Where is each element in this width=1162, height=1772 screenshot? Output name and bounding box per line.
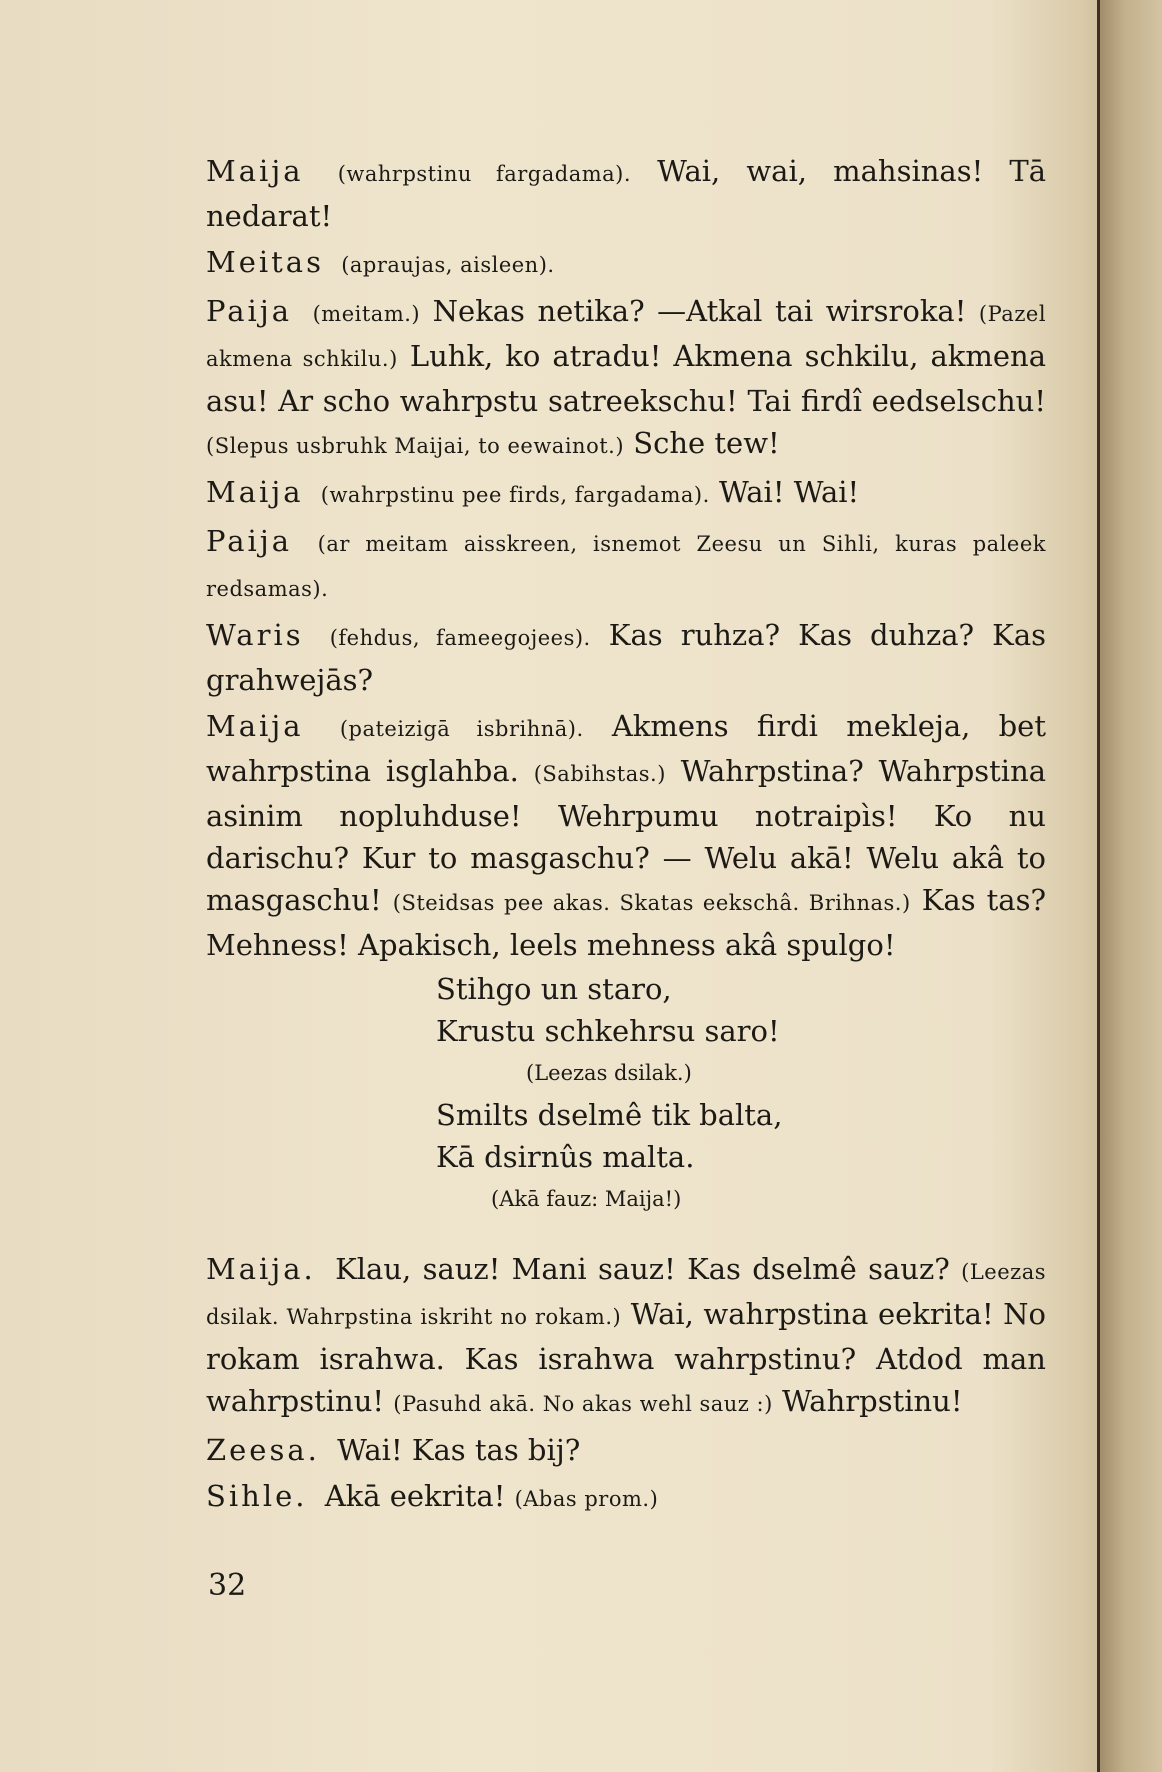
dialogue: Wai, wai, mahsinas! Tā nedarat!	[206, 154, 1046, 233]
dialogue: Kas tas? Mehness! Apakisch, leels mehness akâ spulgo!	[206, 883, 1047, 962]
stage-direction: (Leezas dsilak.)	[526, 1061, 692, 1085]
stage-direction: (Pazel akmena schkilu.)	[206, 302, 1047, 371]
paragraph	[206, 705, 1046, 966]
paragraph	[206, 1475, 1046, 1520]
paragraph	[206, 241, 1046, 286]
stage-direction: (fehdus, fameegojees).	[329, 626, 591, 650]
speaker-name: Maija.	[206, 1252, 316, 1286]
paragraph	[206, 520, 1046, 610]
stage-direction: (Steidsas pee akas. Skatas eekschâ. Brihnas.)	[392, 891, 911, 915]
dialogue: Wai! Wai!	[718, 475, 860, 509]
speaker-name: Paija	[206, 294, 293, 328]
speaker-name: Maija	[206, 154, 304, 188]
dialogue: Wahrpstinu!	[782, 1384, 963, 1418]
verse-line: Kā dsirnûs malta.	[436, 1140, 695, 1174]
dialogue: Akmens firdi mekleja, bet wahrpstina isglahba.	[206, 709, 1047, 788]
stage-direction: (wahrpstinu pee firds, fargadama).	[320, 483, 710, 507]
dialogue: Nekas netika? —Atkal tai wirsroka!	[432, 294, 967, 328]
stage-direction: (Sabihstas.)	[533, 762, 666, 786]
paragraph	[206, 150, 1046, 237]
paragraph	[206, 290, 1046, 467]
stage-direction: (meitam.)	[312, 302, 421, 326]
stage-direction: (Pasuhd akā. No akas wehl sauz :)	[393, 1392, 773, 1416]
dialogue: Klau, sauz! Mani sauz! Kas dselmê sauz?	[335, 1252, 950, 1286]
paragraph	[206, 614, 1046, 701]
spacer	[206, 1222, 1046, 1248]
speaker-name: Waris	[206, 618, 304, 652]
song-verse	[436, 968, 1046, 1220]
stage-direction: (ar meitam aisskreen, isnemot Zeesu un Sihli, kuras paleek redsamas).	[206, 532, 1047, 601]
stage-direction: (pateizigā isbrihnā).	[339, 717, 584, 741]
speaker-name: Sihle.	[206, 1479, 308, 1513]
dialogue: Wai, wahrpstina eekrita! No rokam israhwa. Kas israhwa wahrpstinu? Atdod man wahrpstinu!	[206, 1297, 1046, 1418]
speaker-name: Meitas	[206, 245, 324, 279]
verse-line: Krustu schkehrsu saro!	[436, 1014, 780, 1048]
dialogue: Sche tew!	[633, 426, 780, 460]
stage-direction: (Leezas dsilak. Wahrpstina iskriht no rokam.)	[206, 1260, 1047, 1329]
dialogue: Wai! Kas tas bij?	[337, 1433, 581, 1467]
paragraph	[206, 1248, 1046, 1425]
stage-direction: (apraujas, aisleen).	[341, 253, 555, 277]
stage-direction: (Slepus usbruhk Maijai, to eewainot.)	[206, 434, 625, 458]
paragraph	[206, 471, 1046, 516]
speaker-name: Paija	[206, 524, 293, 558]
speaker-name: Maija	[206, 709, 304, 743]
paragraph	[206, 1429, 1046, 1471]
page-number: 32	[208, 1568, 247, 1603]
verse-line: Stihgo un staro,	[436, 972, 672, 1006]
dialogue: Wahrpstina? Wahrpstina asinim nopluhduse! Wehrpumu notraipìs! Ko nu darischu? Kur to masgaschu? — Welu akā! Welu akâ to masgaschu!	[206, 754, 1047, 917]
speaker-name: Maija	[206, 475, 304, 509]
verse-line: Smilts dselmê tik balta,	[436, 1098, 783, 1132]
dialogue: Luhk, ko atradu! Akmena schkilu, akmena asu! Ar scho wahrpstu satreekschu! Tai firdî eedselschu!	[206, 339, 1046, 418]
book-spine	[1097, 0, 1162, 1772]
dialogue: Akā eekrita!	[324, 1479, 506, 1513]
dialogue: Kas ruhza? Kas duhza? Kas grahwejās?	[206, 618, 1046, 697]
page-text	[206, 150, 1046, 1520]
stage-direction: (Akā fauz: Maija!)	[491, 1187, 682, 1211]
stage-direction: (Abas prom.)	[514, 1487, 659, 1511]
speaker-name: Zeesa.	[206, 1433, 320, 1467]
stage-direction: (wahrpstinu fargadama).	[337, 162, 632, 186]
